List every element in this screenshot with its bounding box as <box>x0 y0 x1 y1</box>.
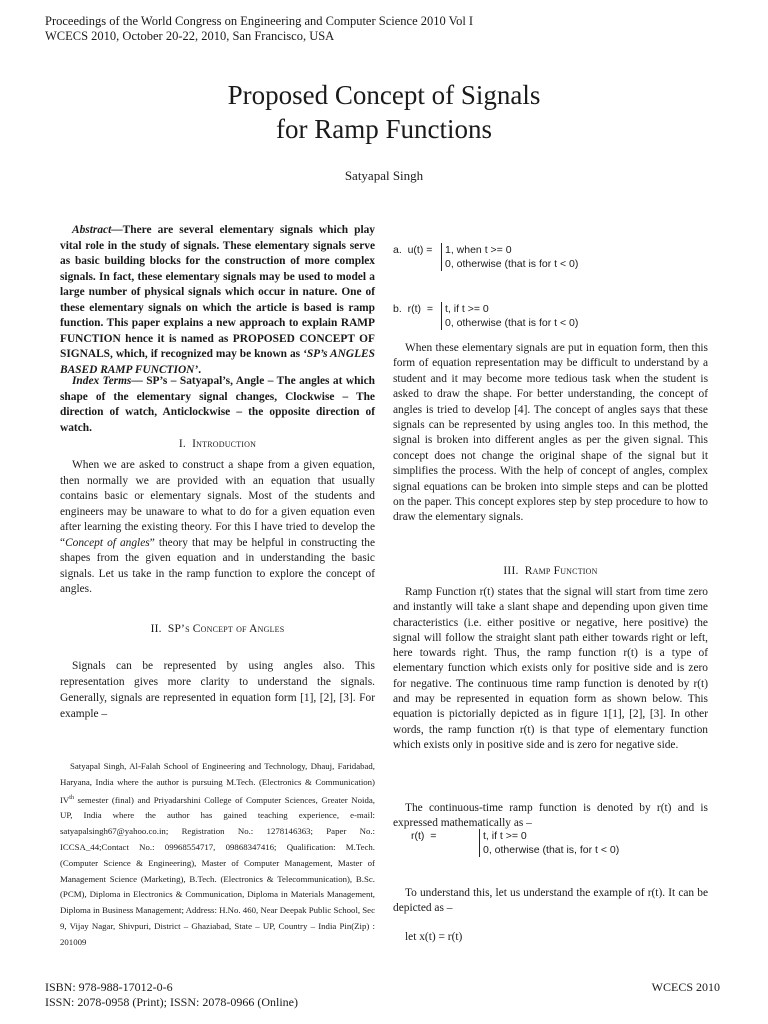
section-title: Introduction <box>192 438 257 450</box>
intro-text-2: ” theory that may be helpful in constructing the shapes from the given equation and in understanding the basic signals. Let us take in the ramp function to explore the concept of angles. <box>60 536 375 595</box>
index-terms-text: — SP’s – Satyapal’s, Angle – The angles at which shape of the elementary signal changes, Clockwise – The direction of watch, Anticlockwise – the opposite direction of watch. <box>60 375 375 434</box>
section-number: II. <box>150 623 162 635</box>
equation-case-1: t, if t >= 0 <box>483 830 527 842</box>
introduction-paragraph <box>60 458 375 598</box>
ramp-example-paragraph: To understand this, let us understand the example of r(t). It can be depicted as – <box>393 887 708 915</box>
section-title: SP’s Concept of Angles <box>167 623 285 635</box>
abstract-label: Abstract <box>72 224 112 236</box>
index-terms-label: Index Terms <box>72 375 132 387</box>
title-line-1: Proposed Concept of Signals <box>227 80 541 110</box>
footnote-sup: th <box>69 794 74 801</box>
section-heading-introduction <box>60 438 375 450</box>
issn: ISSN: 2078-0958 (Print); ISSN: 2078-0966 (Online) <box>45 995 298 1009</box>
abstract <box>60 223 375 378</box>
equation-unit-step <box>393 243 578 271</box>
abstract-end: . <box>198 363 202 376</box>
angles-explanation-paragraph: When these elementary signals are put in equation form, then this form of equation representation may be difficult to understand by a student and it may become more tedious task when the student is asked to draw the shape. For better understanding, the concept of angles is tried to develop [4]. The concept of angles says that these signals can be represented by using angles too. In this method, the signal is broken into different angles as per the given signal. This concept does not change the original shape of the signal but it simplifies the process. With the help of concept of angles, complex signal equations can be broken into simple steps and can be plotted on the paper. This concept explores step by step procedure to how to draw the elementary signals. <box>393 342 708 524</box>
equation-lhs: a. u(t) = <box>393 244 433 256</box>
isbn: ISBN: 978-988-17012-0-6 <box>45 980 173 994</box>
concept-paragraph: Signals can be represented by using angles also. This representation gives more clarity to understand the signals. Generally, signals are represented in equation form [1], [2], [3]. For example – <box>60 660 375 720</box>
equation-lhs: r(t) = <box>411 830 437 842</box>
abstract-quote: ‘SP’s ANGLES BASED RAMP FUNCTION’ <box>60 348 375 376</box>
equation-case-2: 0, otherwise (that is for t < 0) <box>445 317 579 329</box>
header-line-2: WCECS 2010, October 20-22, 2010, San Francisco, USA <box>45 29 335 43</box>
equation-case-1: 1, when t >= 0 <box>445 244 512 256</box>
paper-title <box>0 78 768 146</box>
section-title: Ramp Function <box>524 565 598 577</box>
ramp-example-equation: let x(t) = r(t) <box>405 931 463 943</box>
footnote-text: Satyapal Singh, Al-Falah School of Engineering and Technology, Dhauj, Faridabad, Haryana, India where the author is pursuing M.Tech. (Electronics & Communication) IV <box>60 761 375 805</box>
equation-lhs: b. r(t) = <box>393 303 433 315</box>
author-name: Satyapal Singh <box>344 168 424 183</box>
intro-italic: Concept of angles <box>65 536 150 549</box>
index-terms <box>60 374 375 436</box>
section-number: I. <box>178 438 186 450</box>
section-heading-ramp-function <box>393 565 708 577</box>
footnote-text-2: semester (final) and Priyadarshini College of Computer Sciences, Greater Noida, UP, India where the author has gained teaching experience, e-mail: satyapalsingh67@yahoo.co.in; Registration No.: 1278146363; Paper No.: ICCSA_44;Contact No.: 09968554717, 09868347416; Qualification: M.Tech. (Computer Science & Engineering), Master of Computer Management, Master of Management Science (Marketing), B.Tech. (Electronics & Telecommunication), B.Sc. (PCM), Diploma in Electronics & Communication, Diploma in Materials Management, Diploma in Business Management; Address: H.No. 460, Near Deepak Public School, Sec 9, Vijay Nagar, Shivpuri, District – Ghaziabad, State – UP, Country – India Pin(Zip) : 201009 <box>60 794 375 947</box>
section-heading-concept <box>60 623 375 635</box>
section-number: III. <box>503 565 519 577</box>
ramp-function-paragraph: Ramp Function r(t) states that the signal will start from time zero and instantly will take a slant shape and depending upon given time characteristics (i.e. either positive or negative, here positive) the signal will follow the straight slant path either towards right or left, here towards right. Thus, the ramp function r(t) is a type of elementary function which exists only for positive side and is zero for negative. The continuous time ramp function is denoted by r(t) and may be represented in equation form as shown below. This equation is pictorially depicted as in figure 1[1], [2], [3]. In other words, the ramp function r(t) is that type of elementary function which exists only in positive side and is zero for negative side. <box>393 586 708 751</box>
title-line-2: for Ramp Functions <box>276 114 492 144</box>
page-footer-right: WCECS 2010 <box>651 980 720 994</box>
intro-text-1: When we are asked to construct a shape from a given equation, then normally we are provided with an equation that usually contains basic or elementary signals. Most of the students and engineers may be unaware to what to do for a given equation even after learning the existing theory. For this I have tried to develop the “ <box>60 459 375 549</box>
equation-case-2: 0, otherwise (that is for t < 0) <box>445 258 579 270</box>
equation-ramp <box>393 302 578 330</box>
proceedings-header <box>45 14 473 44</box>
equation-case-1: t, if t >= 0 <box>445 303 489 315</box>
equation-case-2: 0, otherwise (that is, for t < 0) <box>483 844 620 856</box>
ramp-continuous-paragraph: The continuous-time ramp function is denoted by r(t) and is expressed mathematically as – <box>393 802 708 830</box>
abstract-text: —There are several elementary signals which play vital role in the study of signals. These elementary signals serve as basic building blocks for the construction of more complex signals. In fact, these elementary signals may be used to model a large number of physical signals which occur in nature. One of these elementary signals on which the article is based is ramp function. This paper explains a new approach to explain RAMP FUNCTION hence it is named as PROPOSED CONCEPT OF SIGNALS, which, if recognized may be known as <box>60 224 375 360</box>
author-footnote <box>60 759 375 950</box>
header-line-1: Proceedings of the World Congress on Engineering and Computer Science 2010 Vol I <box>45 14 474 28</box>
equation-ramp-continuous <box>411 829 619 857</box>
page-footer-left <box>45 980 298 1010</box>
